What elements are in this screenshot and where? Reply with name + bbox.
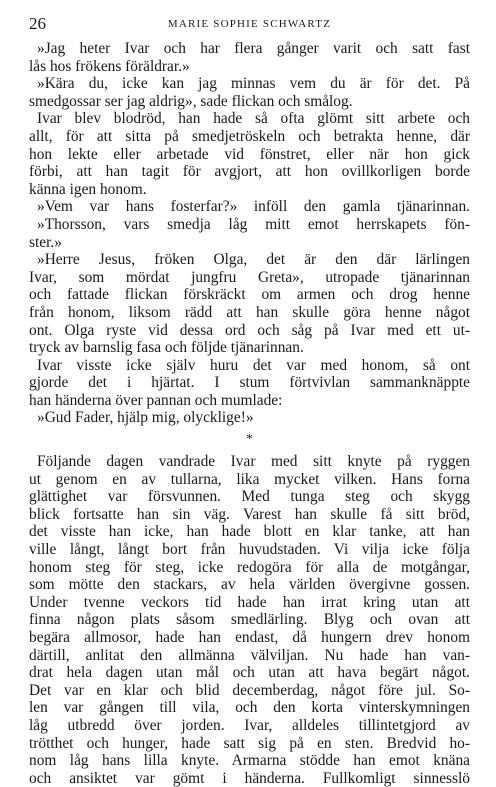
text-line: och fattade flickan förskräckt om armen och drog henne [29, 286, 470, 304]
text-line: det visste han icke, han hade blott en klar tanke, att han [29, 523, 470, 541]
section-break-asterisk: * [246, 432, 253, 448]
text-line: lås hos frökens föräldrar.» [29, 57, 190, 75]
text-line: »Gud Fader, hjälp mig, olycklige!» [37, 409, 254, 427]
text-line: Det var en klar och blid decemberdag, något före jul. So- [29, 681, 470, 699]
text-line: ont. Olga ryste vid dessa ord och såg på Ivar med ett ut- [29, 321, 470, 339]
text-line: därtill, anlitat den allmänna välviljan. Nu hade han van- [29, 646, 470, 664]
page-header [29, 14, 470, 36]
text-line: »Thorsson, vars smedja låg mitt emot herrskapets fön- [37, 215, 470, 233]
text-line: tryck av barnslig fasa och följde tjänarinnan. [29, 339, 304, 357]
text-line: nom låg hans lilla knyte. Armarna stödde han emot knäna [29, 752, 470, 770]
text-line: finna någon plats såsom smedlärling. Blyg och ovan att [29, 611, 470, 629]
text-line: »Jag heter Ivar och har flera gånger varit och satt fast [37, 40, 470, 57]
text-line: Ivar visste icke själv huru det var med honom, så ont [37, 356, 470, 374]
text-line: smedgossar ser jag aldrig», sade flickan och smålog. [29, 92, 353, 110]
text-line: »Kära du, icke kan jag minnas vem du är för det. På [37, 75, 470, 93]
text-line: glättighet var försvunnen. Med tunga steg och skygg [29, 488, 470, 506]
text-line: Ivar, som mördat jungfru Greta», utropade tjänarinnan [29, 268, 470, 286]
running-head: MARIE SOPHIE SCHWARTZ [167, 18, 332, 30]
body-text [29, 40, 470, 787]
text-line: drat hela dagen utan mål och utan att hava begärt något. [29, 664, 470, 682]
text-line: låg utbredd över jorden. Ivar, alldeles tillintetgjord av [29, 716, 470, 734]
text-line: ut genom en av tullarna, lika mycket vilken. Hans forna [29, 470, 470, 488]
text-line: förbi, att han tagit för avgjort, att hon ovillkorligen borde [29, 163, 470, 181]
text-line: Ivar blev blodröd, han hade så ofta glömt sitt arbete och [37, 110, 470, 128]
text-line: ster.» [29, 233, 62, 251]
text-line: blick fortsatte han sin väg. Varest han skulle få sitt bröd, [29, 505, 470, 523]
text-line: och ansiktet var gömt i händerna. Fullkomligt sinnesslö [29, 769, 470, 787]
text-line: »Herre Jesus, fröken Olga, det är den där lärlingen [37, 251, 470, 269]
text-line: len var gången till vila, och den korta vinterskymningen [29, 699, 470, 717]
book-page [29, 14, 470, 787]
text-line: begära allmosor, hade han endast, då hungern drev honom [29, 629, 470, 646]
text-line: honom steg för steg, icke redogöra för alla de motgångar, [29, 558, 470, 576]
text-line: hon lekte eller arbetade vid fönstret, eller när hon gick [29, 145, 470, 163]
text-line: ville långt, långt bort från huvudstaden. Vi vilja icke följa [29, 541, 470, 559]
text-line: allt, för att sitta på smedjetröskeln och betrakta henne, där [29, 127, 470, 145]
text-line: gjorde det i hjärtat. I stum förtvivlan sammanknäppte [29, 374, 470, 392]
text-line: känna igen honom. [29, 180, 147, 198]
text-line: »Vem var hans fosterfar?» inföll den gamla tjänarinnan. [37, 198, 470, 216]
text-line: Under tvenne veckors tid hade han irrat kring utan att [29, 593, 470, 611]
page-number: 26 [29, 14, 46, 33]
text-line: trötthet och hunger, hade satt sig på en sten. Bredvid ho- [29, 734, 470, 752]
text-line: han händerna över pannan och mumlade: [29, 391, 283, 409]
text-line: Följande dagen vandrade Ivar med sitt knyte på ryggen [37, 453, 470, 471]
text-line: som mötte den stackars, av hela världen övergivne gossen. [29, 576, 470, 594]
text-line: från honom, liksom rädd att han skulle göra henne något [29, 303, 470, 321]
